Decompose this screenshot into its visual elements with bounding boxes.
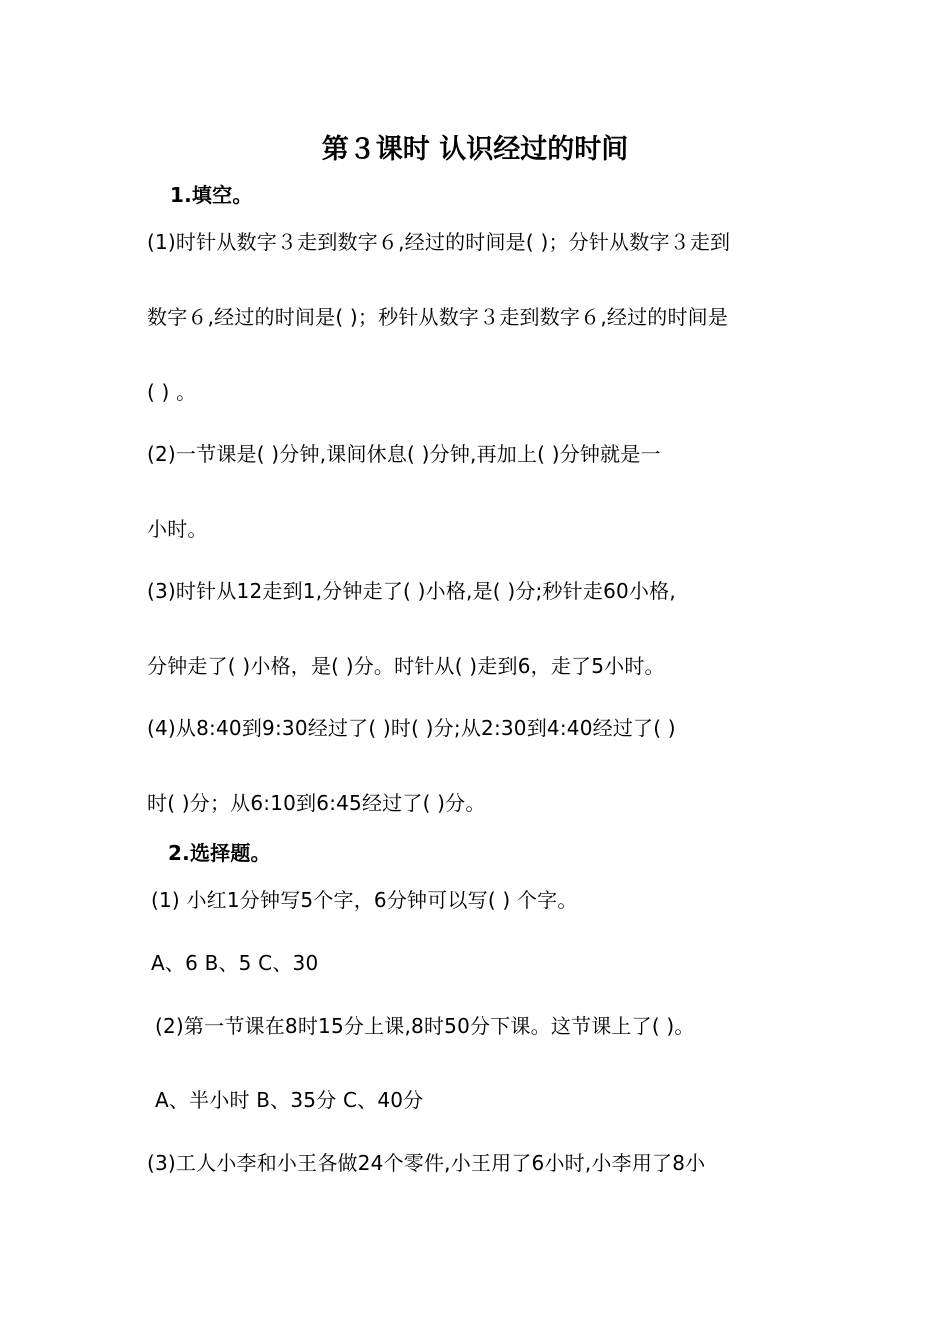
question-1-2-line-2: 小时。 [147, 517, 208, 541]
question-1-3-line-2: 分钟走了( )小格，是( )分。时针从( )走到6，走了5小时。 [147, 654, 665, 678]
question-2-2-options: A、半小时 B、35分 C、40分 [155, 1088, 424, 1112]
question-2-1-line-1: (1) 小红1分钟写5个字，6分钟可以写( ) 个字。 [151, 888, 578, 912]
question-1-4-line-1: (4)从8:40到9:30经过了( )时( )分;从2:30到4:40经过了( ) [147, 716, 676, 740]
question-1-1-line-1: (1)时针从数字３走到数字６,经过的时间是( )；分针从数字３走到 [147, 230, 731, 254]
question-1-4-line-2: 时( )分；从6:10到6:45经过了( )分。 [147, 791, 486, 815]
question-2-3-line-1: (3)工人小李和小王各做24个零件,小王用了6小时,小李用了8小 [147, 1151, 706, 1175]
question-1-1-line-2: 数字６,经过的时间是( )；秒针从数字３走到数字６,经过的时间是 [147, 305, 729, 329]
question-1-2-line-1: (2)一节课是( )分钟,课间休息( )分钟,再加上( )分钟就是一 [147, 442, 661, 466]
question-2-2-line-1: (2)第一节课在8时15分上课,8时50分下课。这节课上了( )。 [155, 1014, 695, 1038]
question-1-1-line-3: ( ) 。 [147, 380, 197, 404]
question-1-3-line-1: (3)时针从12走到1,分钟走了( )小格,是( )分;秒针走60小格, [147, 579, 676, 603]
section-heading-multiple-choice: 2.选择题。 [168, 841, 271, 865]
section-heading-fill-blank: 1.填空。 [170, 183, 253, 207]
page-title: 第３课时 认识经过的时间 [321, 134, 629, 165]
question-2-1-options: A、6 B、5 C、30 [151, 951, 319, 975]
